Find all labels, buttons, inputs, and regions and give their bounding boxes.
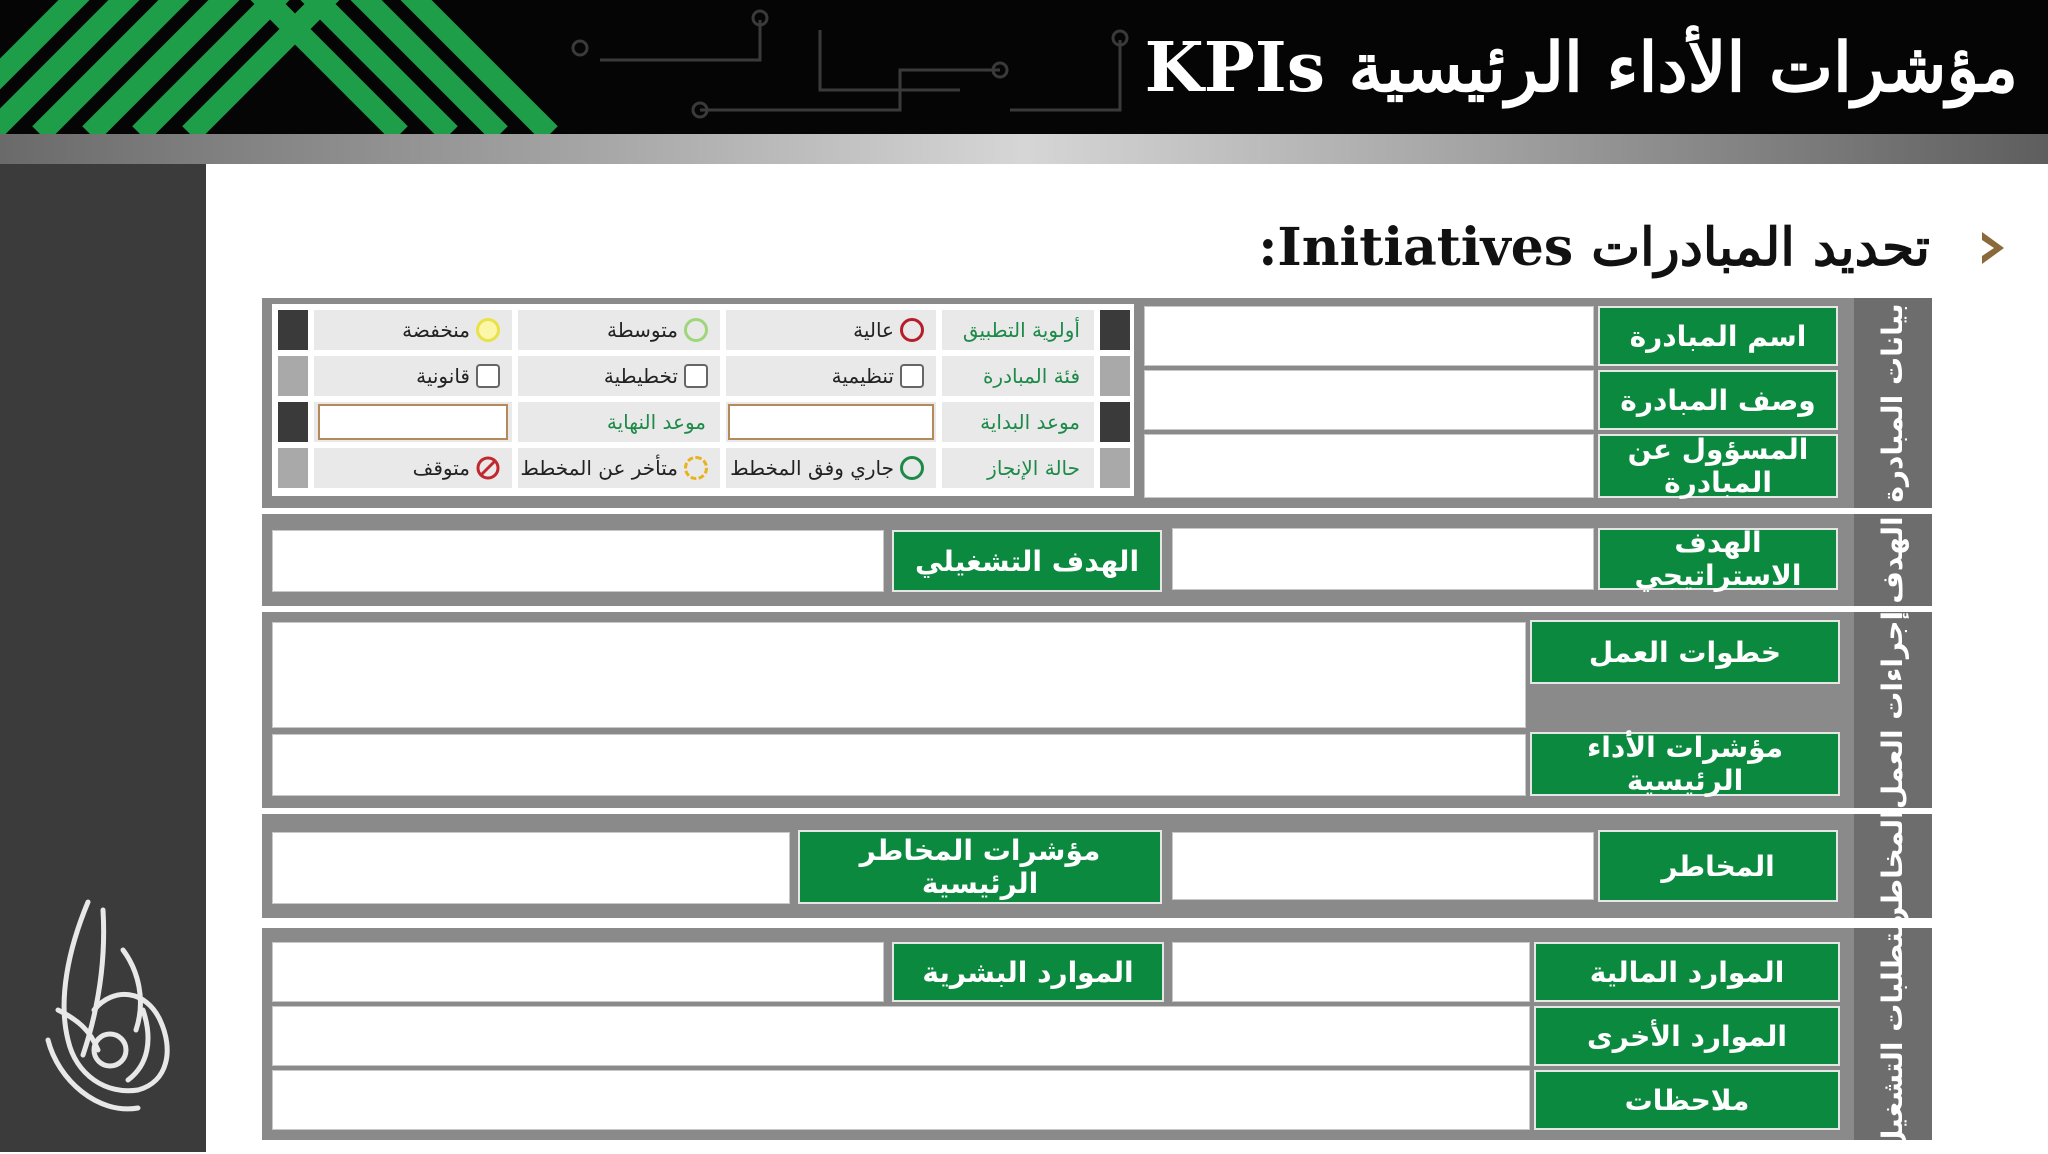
end-date-input[interactable] — [318, 404, 508, 440]
row-tab — [1100, 402, 1130, 442]
initiative-description-input[interactable] — [1144, 370, 1594, 430]
status-late-option[interactable]: متأخر عن المخطط — [518, 448, 720, 488]
strategic-goal-input[interactable] — [1172, 528, 1594, 590]
checkbox-icon[interactable] — [476, 364, 500, 388]
financial-resources-label: الموارد المالية — [1534, 942, 1840, 1002]
priority-low-option[interactable]: منخفضة — [314, 310, 512, 350]
risks-input[interactable] — [1172, 832, 1594, 900]
side-label-risks: المخاطر — [1854, 814, 1932, 918]
dashed-circle-icon[interactable] — [684, 456, 708, 480]
start-date-label: موعد البداية — [942, 402, 1094, 442]
priority-high-option[interactable]: عالية — [726, 310, 936, 350]
category-organizational-option[interactable]: تنظيمية — [726, 356, 936, 396]
row-tab — [1100, 356, 1130, 396]
row-tab — [278, 310, 308, 350]
work-steps-label: خطوات العمل — [1530, 620, 1840, 684]
notes-label: ملاحظات — [1534, 1070, 1840, 1130]
side-label-procedures: إجراءات العمل — [1854, 612, 1932, 808]
category-legal-option[interactable]: قانونية — [314, 356, 512, 396]
notes-input[interactable] — [272, 1070, 1530, 1130]
status-label: حالة الإنجاز — [942, 448, 1094, 488]
initiative-owner-label: المسؤول عن المبادرة — [1598, 434, 1838, 498]
initiative-owner-input[interactable] — [1144, 434, 1594, 498]
side-label-initiative: بيانات المبادرة — [1854, 298, 1932, 508]
operational-goal-input[interactable] — [272, 530, 884, 592]
priority-medium-option[interactable]: متوسطة — [518, 310, 720, 350]
priority-label: أولوية التطبيق — [942, 310, 1094, 350]
row-tab — [278, 448, 308, 488]
radio-circle-icon[interactable] — [900, 318, 924, 342]
start-date-cell — [726, 402, 936, 442]
initiative-description-label: وصف المبادرة — [1598, 370, 1838, 430]
category-planning-option[interactable]: تخطيطية — [518, 356, 720, 396]
category-label: فئة المبادرة — [942, 356, 1094, 396]
work-steps-input[interactable] — [272, 622, 1526, 728]
calligraphy-logo — [28, 890, 178, 1130]
initiative-name-label: اسم المبادرة — [1598, 306, 1838, 366]
status-on-track-option[interactable]: جاري وفق المخطط — [726, 448, 936, 488]
side-label-requirements: متطلبات التشغيل — [1854, 928, 1932, 1140]
row-tab — [278, 402, 308, 442]
other-resources-input[interactable] — [272, 1006, 1530, 1066]
prohibited-icon[interactable] — [476, 456, 500, 480]
radio-circle-icon[interactable] — [900, 456, 924, 480]
human-resources-input[interactable] — [272, 942, 884, 1002]
radio-circle-icon[interactable] — [476, 318, 500, 342]
key-risk-indicators-label: مؤشرات المخاطر الرئيسية — [798, 830, 1162, 904]
row-tab — [1100, 310, 1130, 350]
status-stopped-option[interactable]: متوقف — [314, 448, 512, 488]
risks-label: المخاطر — [1598, 830, 1838, 902]
section-heading: تحديد المبادرات Initiatives: — [1258, 217, 1930, 278]
human-resources-label: الموارد البشرية — [892, 942, 1164, 1002]
radio-circle-icon[interactable] — [684, 318, 708, 342]
kpis-input[interactable] — [272, 734, 1526, 796]
page-title: مؤشرات الأداء الرئيسية KPIs — [1144, 28, 2018, 108]
end-date-label: موعد النهاية — [518, 402, 720, 442]
financial-resources-input[interactable] — [1172, 942, 1530, 1002]
play-bullet-icon — [1976, 228, 2010, 268]
header-bar — [0, 0, 2048, 134]
initiative-name-input[interactable] — [1144, 306, 1594, 366]
header-stripe — [0, 134, 2048, 164]
checkbox-icon[interactable] — [684, 364, 708, 388]
end-date-cell — [314, 402, 512, 442]
other-resources-label: الموارد الأخرى — [1534, 1006, 1840, 1066]
kpis-label: مؤشرات الأداء الرئيسية — [1530, 732, 1840, 796]
start-date-input[interactable] — [728, 404, 934, 440]
side-label-goal: الهدف — [1854, 514, 1932, 606]
key-risk-indicators-input[interactable] — [272, 832, 790, 904]
row-tab — [278, 356, 308, 396]
operational-goal-label: الهدف التشغيلي — [892, 530, 1162, 592]
strategic-goal-label: الهدف الاستراتيجي — [1598, 528, 1838, 590]
checkbox-icon[interactable] — [900, 364, 924, 388]
row-tab — [1100, 448, 1130, 488]
